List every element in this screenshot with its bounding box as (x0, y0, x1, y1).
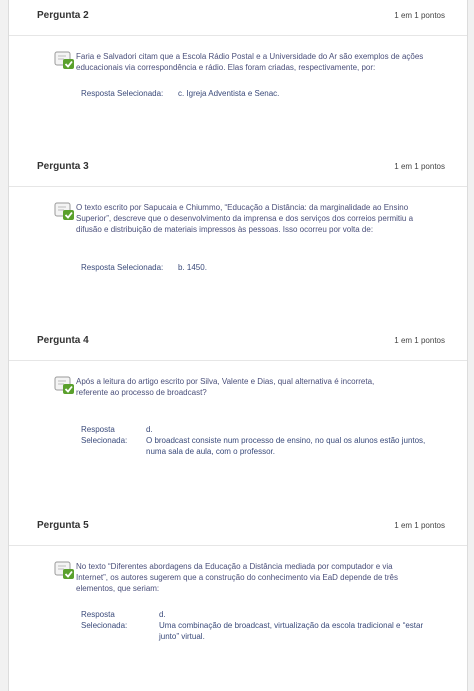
answer-label-line: Selecionada: (81, 621, 128, 630)
answer-label-line: Resposta (81, 610, 115, 619)
answer-label-line: Resposta (81, 425, 115, 434)
divider (9, 35, 467, 36)
divider (9, 186, 467, 187)
correct-answer-icon (54, 561, 76, 581)
answer-letter: d. (146, 425, 153, 434)
answer-label (81, 609, 141, 631)
question-text: Faria e Salvadori citam que a Escola Rádio Postal e a Universidade do Ar são exemplos de ações educacionais via correspondência e rádio. Elas foram criadas, respectivamente, por: (76, 52, 424, 72)
question-header (37, 10, 445, 21)
question-title: Pergunta 5 (37, 520, 89, 531)
question-score: 1 em 1 pontos (394, 336, 445, 345)
answer-label: Resposta Selecionada: (81, 263, 164, 272)
answer-text: Uma combinação de broadcast, virtualização da escola tradicional e “estar junto” virtual. (159, 621, 424, 641)
question-title: Pergunta 4 (37, 335, 89, 346)
answer-label: Resposta Selecionada: (81, 89, 164, 98)
correct-answer-icon (54, 376, 76, 396)
question-score: 1 em 1 pontos (394, 521, 445, 530)
question-header (37, 161, 445, 172)
answer-text: O broadcast consiste num processo de ensino, no qual os alunos estão juntos, numa sala de aula, com o professor. (146, 436, 426, 456)
answer-label-line: Selecionada: (81, 436, 128, 445)
question-text: No texto “Diferentes abordagens da Educação a Distância mediada por computador e via Internet”, os autores sugerem que a construção do conhecimento via EaD depende de três elementos, que seriam: (76, 562, 398, 593)
question-title: Pergunta 2 (37, 10, 89, 21)
question-header (37, 520, 445, 531)
question-text: O texto escrito por Sapucaia e Chiummo, “Educação a Distância: da marginalidade ao Ensino Superior”, descreve que o desenvolvimento da imprensa e dos serviços dos correios permitiu a difusão e distribuição de materiais impressos às pessoas. Isso ocorreu por volta de: (76, 203, 414, 234)
question-title: Pergunta 3 (37, 161, 89, 172)
assessment-review-page (8, 0, 468, 691)
question-text: Após a leitura do artigo escrito por Silva, Valente e Dias, qual alternativa é incorreta, referente ao processo de broadcast? (76, 377, 375, 397)
answer-value (159, 609, 429, 642)
question-score: 1 em 1 pontos (394, 11, 445, 20)
answer-value: b. 1450. (178, 263, 207, 272)
divider (9, 360, 467, 361)
answer-value (146, 424, 426, 457)
correct-answer-icon (54, 202, 76, 222)
divider (9, 545, 467, 546)
correct-answer-icon (54, 51, 76, 71)
question-header (37, 335, 445, 346)
answer-letter: d. (159, 610, 166, 619)
answer-label (81, 424, 141, 446)
answer-value: c. Igreja Adventista e Senac. (178, 89, 280, 98)
question-score: 1 em 1 pontos (394, 162, 445, 171)
